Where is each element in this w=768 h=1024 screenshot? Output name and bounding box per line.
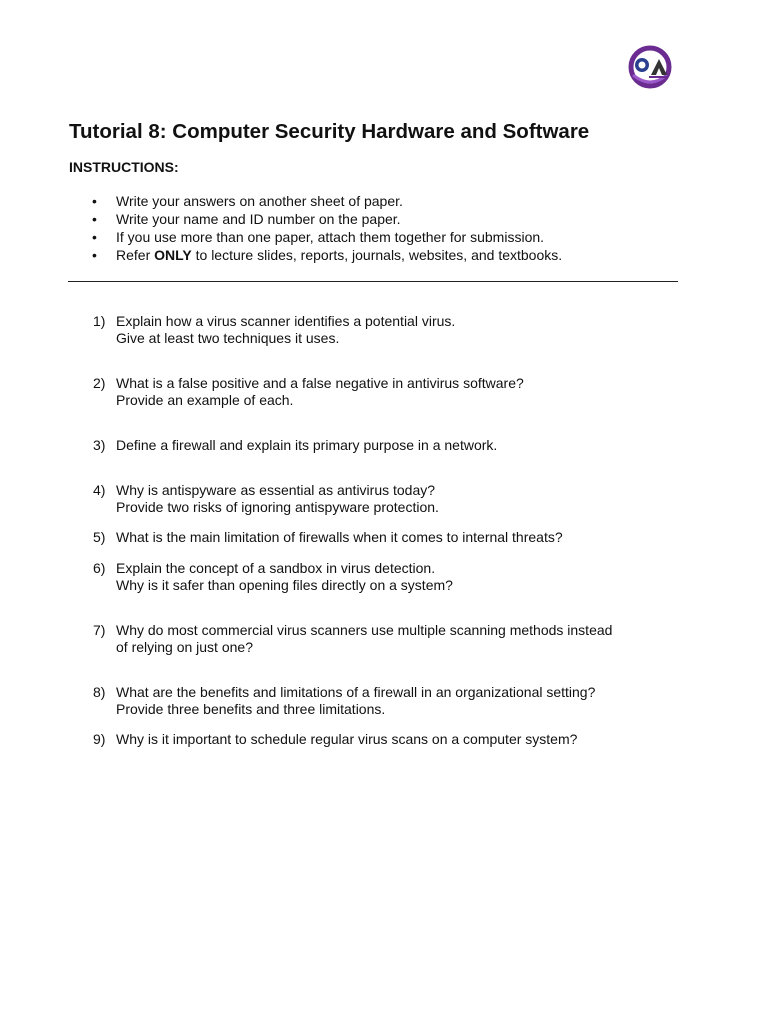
question-4 — [93, 482, 439, 515]
question-number: 2) — [93, 375, 106, 391]
question-text: Provide three benefits and three limitations. — [116, 700, 386, 717]
question-number: 8) — [93, 684, 106, 700]
question-text: of relying on just one? — [116, 638, 253, 655]
question-text: Explain the concept of a sandbox in virus detection. — [116, 560, 436, 576]
question-number: 3) — [93, 437, 106, 453]
question-text: Why is it safer than opening files directly on a system? — [116, 576, 453, 593]
question-text: Why do most commercial virus scanners use multiple scanning methods instead — [116, 622, 613, 638]
question-3 — [93, 437, 497, 454]
question-text: What are the benefits and limitations of a firewall in an organizational setting? — [116, 684, 596, 700]
question-9 — [93, 731, 577, 748]
question-number: 5) — [93, 529, 106, 545]
question-6 — [93, 560, 453, 593]
question-text: Why is antispyware as essential as antivirus today? — [116, 482, 436, 498]
question-number: 6) — [93, 560, 106, 576]
question-number: 1) — [93, 313, 106, 329]
question-7 — [93, 622, 612, 655]
question-text: Provide an example of each. — [116, 391, 294, 408]
institution-logo-icon — [627, 45, 673, 89]
bullet-icon: • — [92, 247, 97, 263]
question-text: Give at least two techniques it uses. — [116, 329, 340, 346]
instruction-item: • If you use more than one paper, attach them together for submission. — [92, 229, 545, 245]
bullet-icon: • — [92, 211, 97, 227]
instructions-list — [90, 192, 562, 264]
question-text: Why is it important to schedule regular virus scans on a computer system? — [116, 731, 578, 747]
question-8 — [93, 684, 595, 717]
question-text: What is the main limitation of firewalls when it comes to internal threats? — [116, 529, 563, 545]
question-number: 7) — [93, 622, 106, 638]
bullet-icon: • — [92, 193, 97, 209]
question-number: 4) — [93, 482, 106, 498]
bullet-icon: • — [92, 229, 97, 245]
emphasis-only: ONLY — [154, 247, 192, 263]
question-text: Explain how a virus scanner identifies a potential virus. — [116, 313, 456, 329]
question-1 — [93, 313, 455, 346]
question-text: Define a firewall and explain its primary purpose in a network. — [116, 437, 498, 453]
question-2 — [93, 375, 524, 408]
question-text: What is a false positive and a false negative in antivirus software? — [116, 375, 524, 391]
instruction-item: • Refer ONLY to lecture slides, reports, journals, websites, and textbooks. — [92, 247, 563, 263]
page-title: Tutorial 8: Computer Security Hardware and Software — [69, 120, 590, 143]
instruction-item: • Write your answers on another sheet of paper. — [92, 193, 403, 209]
instructions-heading: INSTRUCTIONS: — [69, 159, 179, 175]
question-5 — [93, 529, 563, 546]
instruction-item: • Write your name and ID number on the paper. — [92, 211, 401, 227]
question-text: Provide two risks of ignoring antispyware protection. — [116, 498, 439, 515]
divider — [68, 281, 678, 282]
question-number: 9) — [93, 731, 106, 747]
